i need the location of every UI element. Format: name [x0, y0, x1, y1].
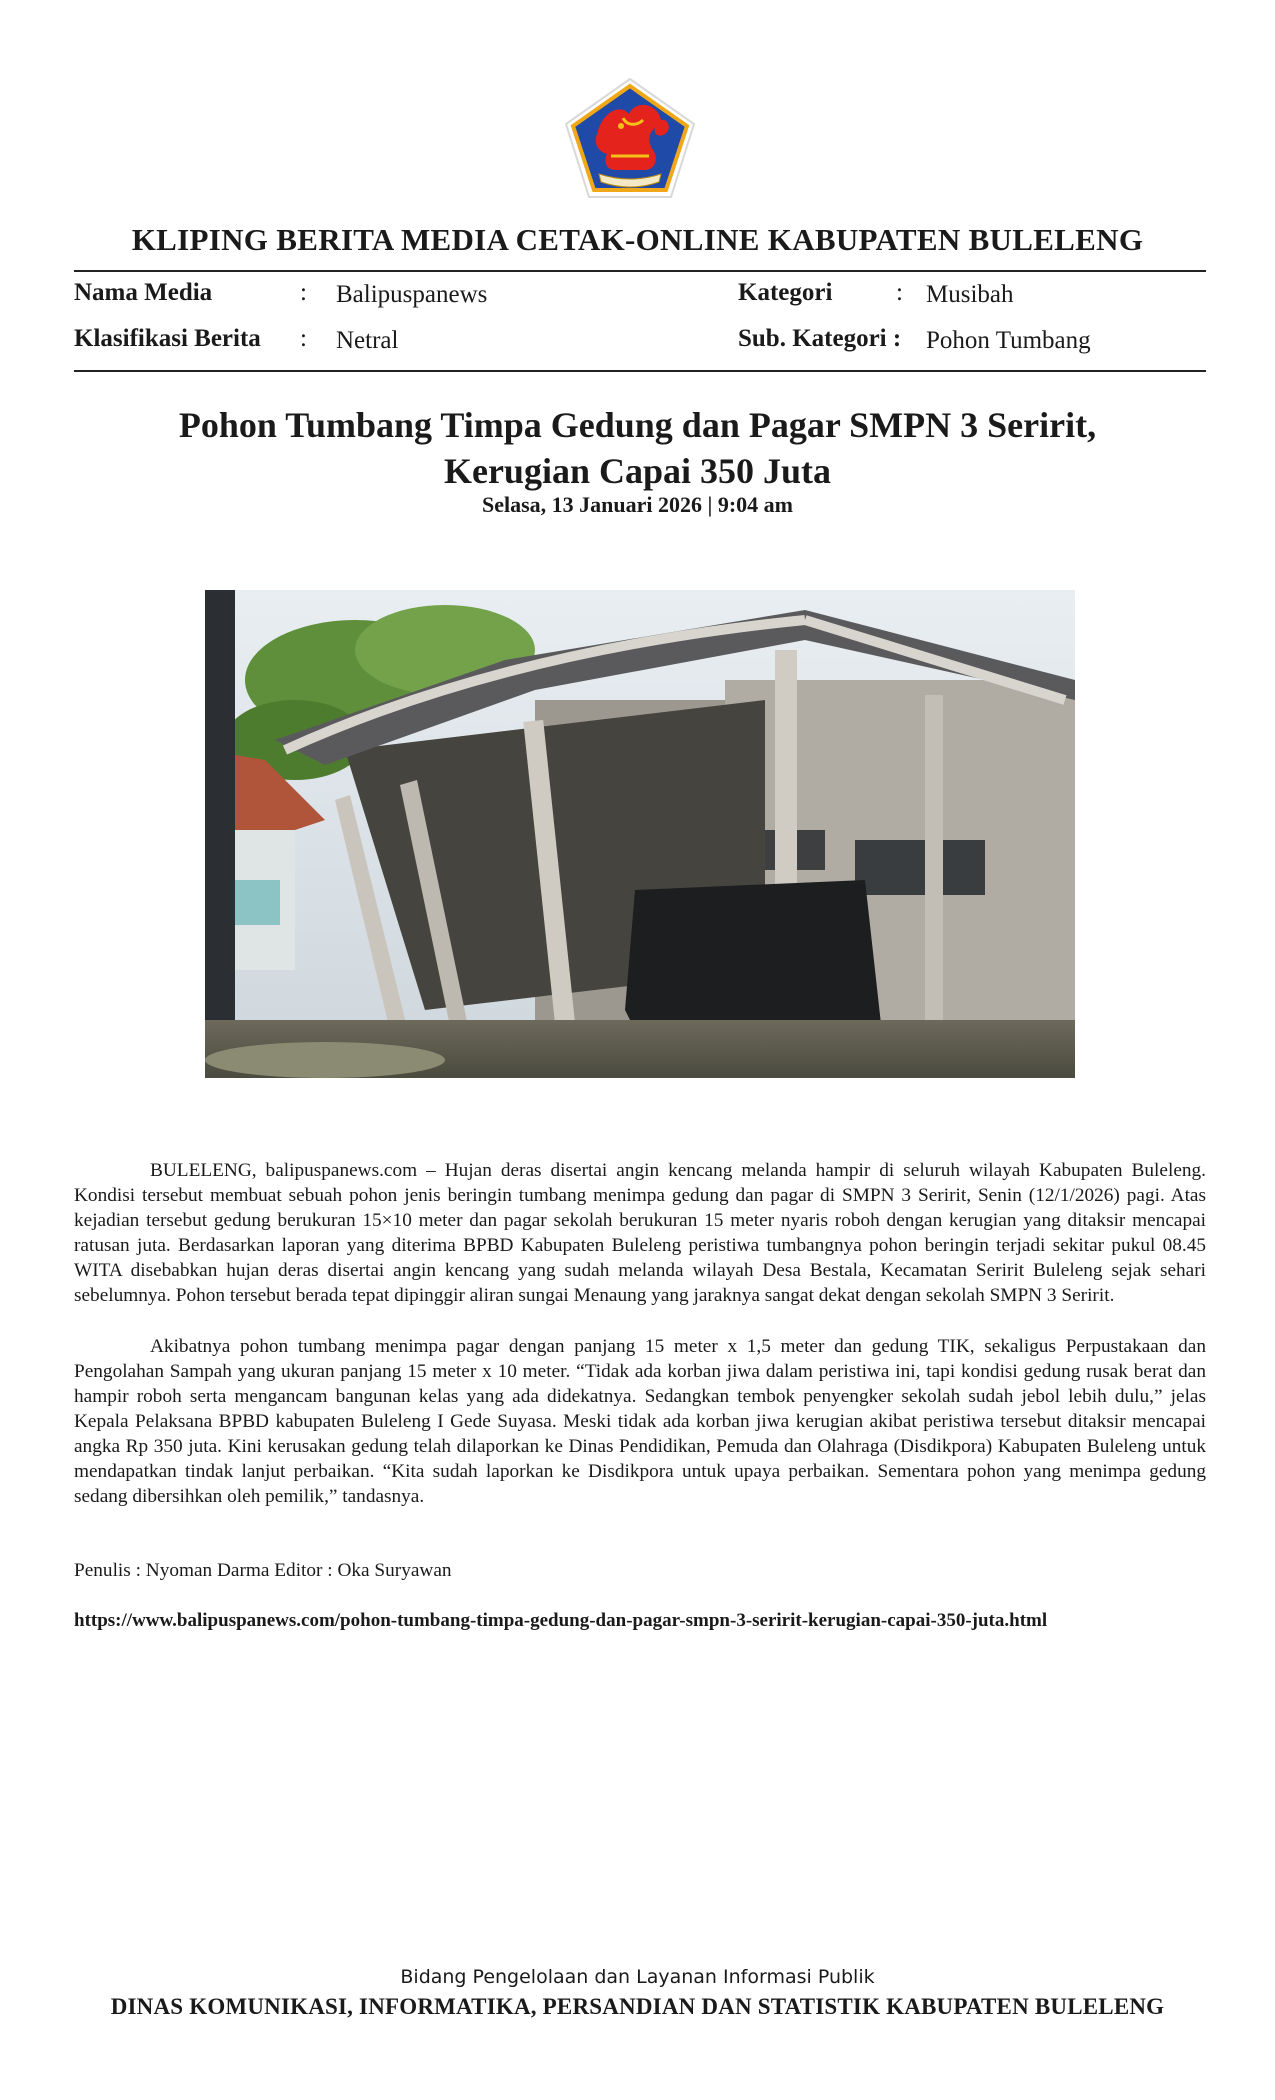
buleleng-crest-icon	[563, 76, 697, 200]
article-photo	[205, 590, 1075, 1078]
article-body	[74, 1158, 1206, 1534]
footer-division: Bidang Pengelolaan dan Layanan Informasi Publik	[400, 1966, 875, 1988]
article-credits: Penulis : Nyoman Darma Editor : Oka Suryawan	[74, 1560, 452, 1581]
footer-agency: DINAS KOMUNIKASI, INFORMATIKA, PERSANDIAN DAN STATISTIK KABUPATEN BULELENG	[110, 1994, 1165, 2019]
sub-kategori-value: Pohon Tumbang	[926, 327, 1091, 354]
kategori-label: Kategori	[738, 279, 833, 306]
klasifikasi-label: Klasifikasi Berita	[74, 325, 261, 352]
article-date: Selasa, 13 Januari 2026 | 9:04 am	[481, 492, 794, 517]
article-headline	[0, 402, 1275, 494]
masthead-title: KLIPING BERITA MEDIA CETAK-ONLINE KABUPATEN BULELENG	[131, 222, 1144, 257]
klasifikasi-value: Netral	[336, 327, 399, 354]
nama-media-colon: :	[300, 279, 307, 306]
article-source-link[interactable]: https://www.balipuspanews.com/pohon-tumbang-timpa-gedung-dan-pagar-smpn-3-seririt-kerugian-capai-350-juta.html	[74, 1610, 1048, 1631]
nama-media-value: Balipuspanews	[336, 281, 488, 308]
kategori-colon: :	[896, 279, 903, 306]
article-paragraph-1: BULELENG, balipuspanews.com – Hujan deras disertai angin kencang melanda hampir di seluruh wilayah Kabupaten Buleleng. Kondisi tersebut membuat sebuah pohon jenis beringin tumbang menimpa gedung dan pagar di SMPN 3 Seririt, Senin (12/1/2026) pagi. Atas kejadian tersebut gedung berukuran 15×10 meter dan pagar sekolah berukuran 15 meter nyaris roboh dengan kerugian yang ditaksir mencapai ratusan juta. Berdasarkan laporan yang diterima BPBD Kabupaten Buleleng peristiwa tumbangnya pohon beringin terjadi sekitar pukul 08.45 WITA disebabkan hujan deras disertai angin kencang yang sudah melanda wilayah Desa Bestala, Kecamatan Seririt Buleleng sejak sehari sebelumnya. Pohon tersebut berada tepat dipinggir aliran sungai Menaung yang jaraknya sangat dekat dengan sekolah SMPN 3 Seririt.	[74, 1160, 1206, 1307]
headline-line-1: Pohon Tumbang Timpa Gedung dan Pagar SMPN 3 Seririt,	[178, 405, 1097, 445]
klasifikasi-colon: :	[300, 325, 307, 352]
kategori-value: Musibah	[926, 281, 1014, 308]
header-divider	[74, 270, 1206, 272]
headline-line-2: Kerugian Capai 350 Juta	[443, 451, 832, 491]
nama-media-label: Nama Media	[74, 279, 213, 306]
meta-divider	[74, 370, 1206, 372]
sub-kategori-label: Sub. Kategori :	[738, 325, 902, 352]
article-paragraph-2: Akibatnya pohon tumbang menimpa pagar dengan panjang 15 meter x 1,5 meter dan gedung TIK, sekaligus Perpustakaan dan Pengolahan Sampah yang ukuran panjang 15 meter x 10 meter. “Tidak ada korban jiwa dalam peristiwa ini, tapi kondisi gedung rusak berat dan hampir roboh serta mengancam bangunan kelas yang ada didekatnya. Sedangkan tembok penyengker sekolah sudah jebol lebih dulu,” jelas Kepala Pelaksana BPBD kabupaten Buleleng I Gede Suyasa. Meski tidak ada korban jiwa kerugian akibat peristiwa tersebut ditaksir mencapai angka Rp 350 juta. Kini kerusakan gedung telah dilaporkan ke Dinas Pendidikan, Pemuda dan Olahraga (Disdikpora) Kabupaten Buleleng untuk mendapatkan tindak lanjut perbaikan. “Kita sudah laporkan ke Disdikpora untuk upaya perbaikan. Sementara pohon yang menimpa gedung sedang dibersihkan oleh pemilik,” tandasnya.	[74, 1335, 1206, 1508]
